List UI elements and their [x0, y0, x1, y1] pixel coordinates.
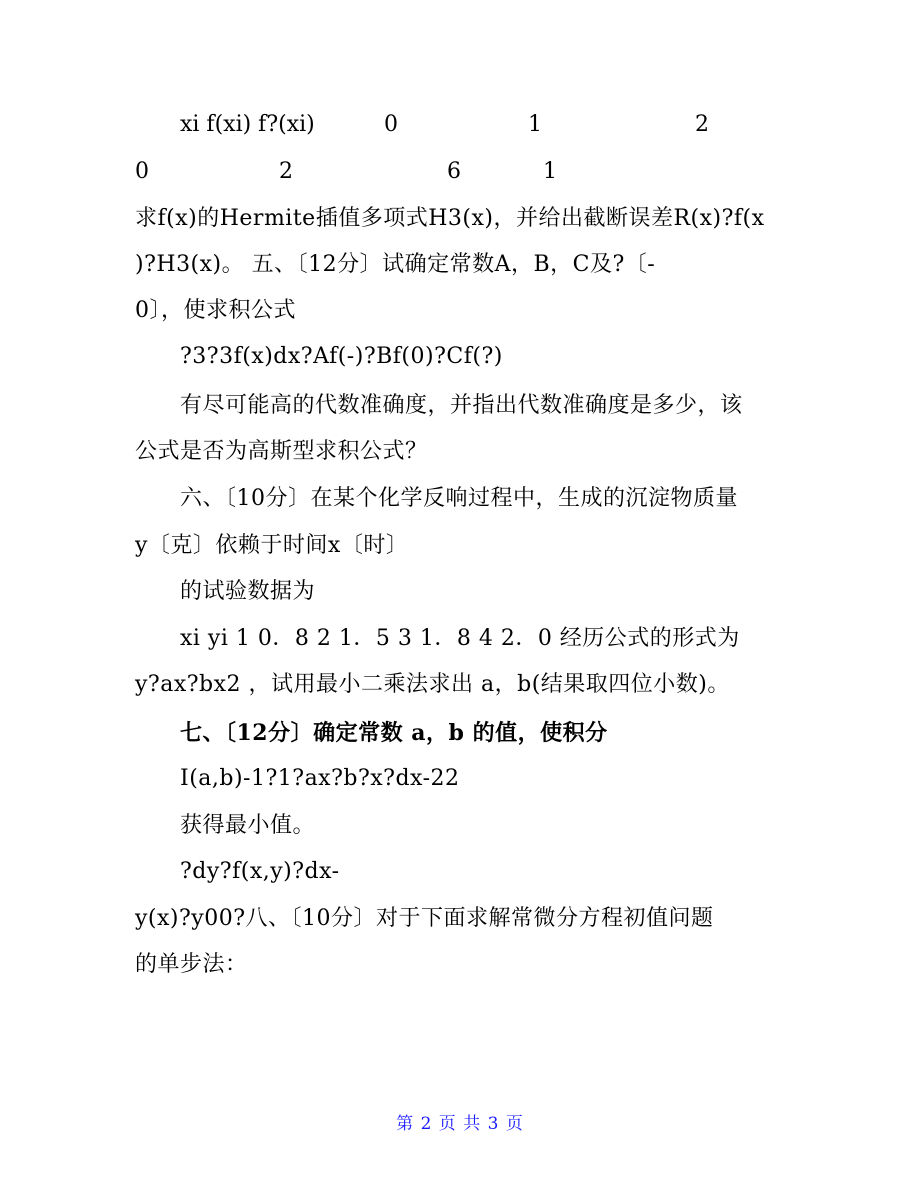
text-line: 有尽可能高的代数准确度，并指出代数准确度是多少，该	[180, 393, 743, 418]
table-cell: 2	[279, 159, 293, 184]
table-cell: 6	[447, 159, 461, 184]
formula-line: ?3?3f(x)dx?Af(-)?Bf(0)?Cf(?)	[180, 344, 503, 369]
text-line: y?ax?bx2 ，试用最小二乘法求出 a，b(结果取四位小数)。	[135, 672, 730, 697]
section-heading-seven: 七、〔12分〕确定常数 a，b 的值，使积分	[180, 720, 608, 746]
text-line: )?H3(x)。 五、〔12分〕试确定常数A，B，C及?〔-	[135, 252, 656, 277]
text-line: 的单步法：	[135, 952, 248, 977]
table-header-cell: 0	[384, 112, 398, 137]
section-heading-eight: y(x)?y00?八、〔10分〕对于下面求解常微分方程初值问题	[135, 906, 714, 931]
data-line: xi yi 1 0．8 2 1．5 3 1．8 4 2．0 经历公式的形式为	[180, 626, 740, 651]
text-line: 获得最小值。	[180, 813, 316, 838]
section-heading-six: 六、〔10分〕在某个化学反响过程中，生成的沉淀物质量	[180, 486, 738, 511]
formula-line: I(a,b)-1?1?ax?b?x?dx-22	[180, 766, 460, 791]
page-number-footer: 第 2 页 共 3 页	[396, 1114, 524, 1134]
formula-line: ?dy?f(x,y)?dx-	[180, 859, 340, 884]
table-cell: 1	[543, 159, 557, 184]
text-line: y〔克〕依赖于时间x〔时〕	[135, 533, 409, 558]
table-header-cell: 1	[528, 112, 542, 137]
text-line: 求f(x)的Hermite插值多项式H3(x)，并给出截断误差R(x)?f(x	[135, 206, 765, 231]
table-cell: 0	[135, 159, 149, 184]
table-header-cell: 2	[695, 112, 709, 137]
table-header-label: xi f(xi) f?(xi)	[180, 112, 315, 137]
text-line: 公式是否为高斯型求积公式？	[135, 439, 428, 464]
text-line: 0〕，使求积公式	[135, 298, 296, 323]
text-line: 的试验数据为	[180, 579, 316, 604]
